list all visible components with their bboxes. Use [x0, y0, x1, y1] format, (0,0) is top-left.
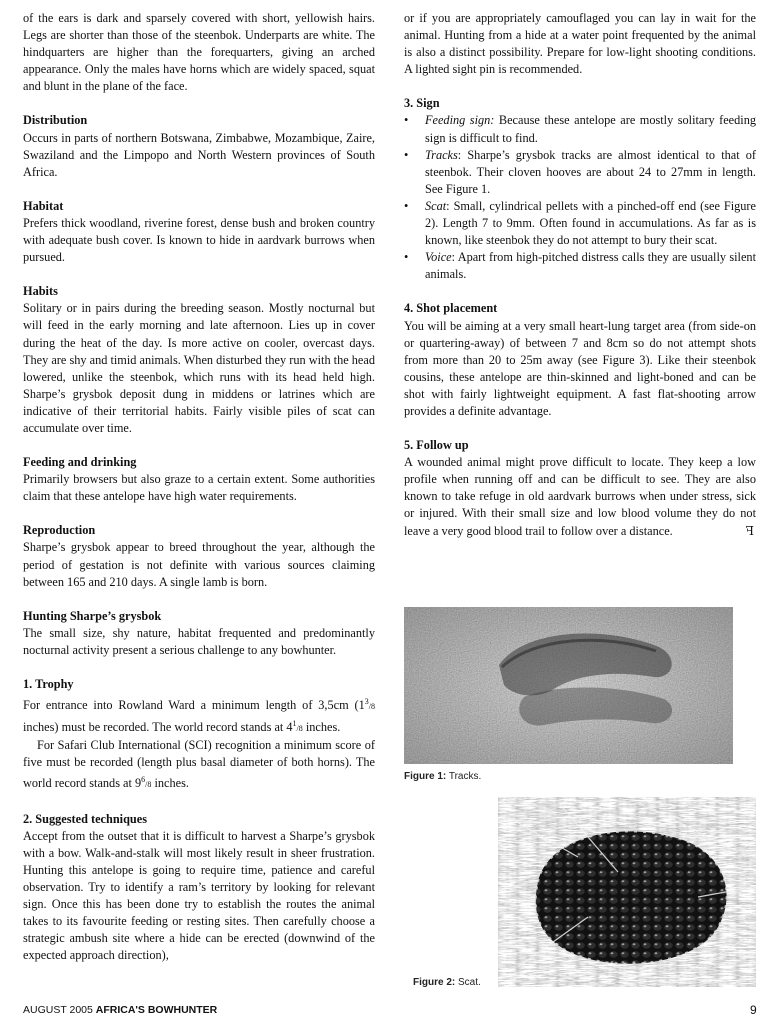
shot-text: You will be aiming at a very small heart-lung target area (from side-on or quartering-away) of between 7 and 8cm so do not attempt shots from more than 20 to 25m away (see Figure 3). Like their steenbok cousins, these antelope are thin-skinned and light-boned and can be shot with fairly lightweight equipment. A fast flat-shooting arrow provides a definite advantage.: [404, 318, 756, 418]
tracks-photo-image: [404, 607, 733, 764]
hunting-text: The small size, shy nature, habitat frequented and predominantly nocturnal activity present a serious challenge to any bowhunter.: [23, 625, 375, 657]
figure-1-caption: Figure 1: Tracks.: [404, 771, 482, 782]
figure-2-caption: Figure 2: Scat.: [413, 977, 481, 988]
continuation-paragraph: or if you are appropriately camouflaged you can lay in wait for the animal. Hunting from a hide at a water point frequented by the animal is also a distinct possibility. Prepare for low-light shooting conditions. A lighted sight pin is recommended.: [404, 11, 756, 77]
left-column: [23, 10, 375, 964]
sign-item-feeding: • Feeding sign: Because these antelope are mostly solitary feeding sign is difficult to find.: [404, 112, 756, 146]
feeding-text: Primarily browsers but also graze to a certain extent. Some authorities claim that these antelope have high water requirements.: [23, 472, 375, 504]
sign-heading: 3. Sign: [404, 96, 440, 111]
trophy-heading: 1. Trophy: [23, 677, 74, 691]
shot-heading: 4. Shot placement: [404, 301, 498, 316]
techniques-heading: 2. Suggested techniques: [23, 811, 148, 826]
figure-1-tracks-photo: [404, 607, 733, 764]
issue-date: AUGUST 2005: [23, 1004, 93, 1016]
page-footer: [23, 1004, 217, 1016]
page-number: 9: [750, 1003, 757, 1017]
end-mark-icon: ꟻ: [745, 523, 754, 538]
techniques-text: Accept from the outset that it is difficult to harvest a Sharpe’s grysbok with a bow. Walk-and-stalk will most likely result in sheer frustration. Hunting this antelope is going to require time, patience and careful observation. Try to identify a ram’s territory by looking for relevant sign. Once this has been done try to establish the routes the animal takes to its favourite feeding or resting sites. Then carefully choose a strategic ambush site where a hide can be erected (downwind of the expected approach direction),: [23, 828, 375, 963]
followup-heading: 5. Follow up: [404, 438, 469, 453]
distribution-text: Occurs in parts of northern Botswana, Zimbabwe, Mozambique, Zaire, Swaziland and the Limpopo and North Western provinces of South Africa.: [23, 130, 375, 179]
reproduction-text: Sharpe’s grysbok appear to breed throughout the year, although the period of gestation is not definite with various sources claiming between 165 and 210 days. A single lamb is born.: [23, 540, 375, 589]
figure-2-scat-photo: [498, 797, 756, 987]
magazine-name: AFRICA'S BOWHUNTER: [95, 1004, 218, 1016]
right-column: [404, 10, 756, 540]
distribution-heading: Distribution: [23, 113, 88, 128]
trophy-paragraph-1: For entrance into Rowland Ward a minimum length of 3,5cm ($1^3/8$ inches) must be recorded. The world record stands at $4^1/8$ inches.: [23, 697, 375, 735]
feeding-heading: Feeding and drinking: [23, 455, 137, 470]
followup-text: A wounded animal might prove difficult to locate. They keep a low profile when running off and can be difficult to see. They are also known to take refuge in old aardvark burrows when under stress, sick or injured. With their small size and low blood volume they do not leave a very good blood trail to follow over a distance. ꟻ: [404, 454, 756, 539]
intro-paragraph: of the ears is dark and sparsely covered with short, yellowish hairs. Legs are shorter than those of the steenbok. Underparts are white. The hindquarters are higher than the forequarters, giving an arched appearance. Only the males have horns which are widely spaced, squat and blunt in the plane of the face.: [23, 11, 375, 94]
habits-text: Solitary or in pairs during the breeding season. Mostly nocturnal but will feed in the early morning and late afternoon. Lies up in cover during the heat of the day. Is more active on cooler, overcast days. They are shy and timid animals. When disturbed they run with the head lowered, unlike the steenbok, which runs with its head held high. Sharpe’s grysbok deposit dung in middens or latrines which are indicative of their territorial habits. Fairly visible piles of scat can accumulate over time.: [23, 301, 375, 435]
reproduction-heading: Reproduction: [23, 523, 96, 538]
sign-item-tracks: • Tracks: Sharpe’s grysbok tracks are almost identical to that of steenbok. Their cloven hooves are about 24 to 27mm in length. See Figure 1.: [404, 147, 756, 198]
hunting-heading: Hunting Sharpe’s grysbok: [23, 608, 162, 623]
habitat-heading: Habitat: [23, 198, 64, 213]
trophy-paragraph-2: For Safari Club International (SCI) recognition a minimum score of five must be recorded (length plus basal diameter of both horns). The world record stands at $9^6/8$ inches.: [23, 738, 375, 791]
sign-list: [404, 112, 756, 283]
scat-photo-image: [498, 797, 756, 987]
habits-heading: Habits: [23, 284, 58, 299]
sign-item-voice: • Voice: Apart from high-pitched distress calls they are usually silent animals.: [404, 249, 756, 283]
sign-item-scat: • Scat: Small, cylindrical pellets with a pinched-off end (see Figure 2). Length 7 to 9mm. Often found in accumulations. As far as is known, like steenbok they do not attempt to bury their scat.: [404, 198, 756, 249]
habitat-text: Prefers thick woodland, riverine forest, dense bush and broken country with adequate bush cover. Is known to hide in aardvark burrows when pursued.: [23, 215, 375, 265]
